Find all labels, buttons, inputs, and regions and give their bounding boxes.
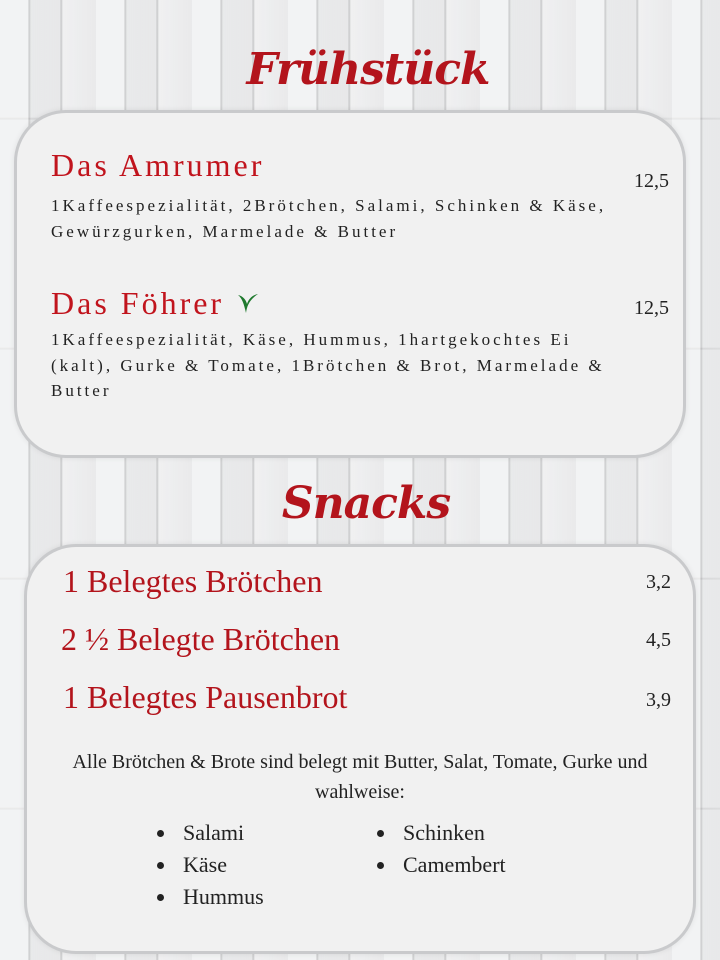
item-description-amrumer: 1Kaffeespezialität, 2Brötchen, Salami, Schinken & Käse, Gewürzgurken, Marmelade & Butter [51, 196, 607, 241]
item-title-foehrer [51, 285, 260, 324]
vegetarian-leaf-icon [236, 287, 260, 324]
snacks-heading: Snacks [281, 478, 451, 529]
snack-title-belegte-broetchen: 2 ½ Belegte Brötchen [61, 621, 341, 657]
topping-options-right [373, 817, 506, 881]
list-item: Hummus [153, 881, 264, 913]
item-price-amrumer: 12,5 [634, 170, 669, 192]
list-item: Camembert [373, 849, 506, 881]
list-item: Salami [153, 817, 264, 849]
snack-price-belegtes-broetchen: 3,2 [646, 571, 671, 593]
snack-title-belegtes-broetchen: 1 Belegtes Brötchen [63, 563, 323, 599]
item-description-foehrer: 1Kaffeespezialität, Käse, Hummus, 1hartgekochtes Ei (kalt), Gurke & Tomate, 1Brötchen & Brot, Marmelade & Butter [51, 330, 605, 400]
breakfast-panel [14, 110, 686, 458]
item-price-foehrer: 12,5 [634, 297, 669, 319]
snack-title-pausenbrot: 1 Belegtes Pausenbrot [63, 679, 348, 715]
breakfast-heading: Frühstück [246, 44, 490, 95]
item-title-amrumer: Das Amrumer [51, 147, 265, 183]
snacks-note: Alle Brötchen & Brote sind belegt mit Butter, Salat, Tomate, Gurke und wahlweise: [72, 751, 648, 803]
topping-options-left [153, 817, 264, 913]
snack-price-belegte-broetchen: 4,5 [646, 629, 671, 651]
snack-price-pausenbrot: 3,9 [646, 689, 671, 711]
list-item: Schinken [373, 817, 506, 849]
list-item: Käse [153, 849, 264, 881]
snacks-panel [24, 544, 696, 954]
item-title-foehrer-label: Das Föhrer [51, 285, 225, 321]
